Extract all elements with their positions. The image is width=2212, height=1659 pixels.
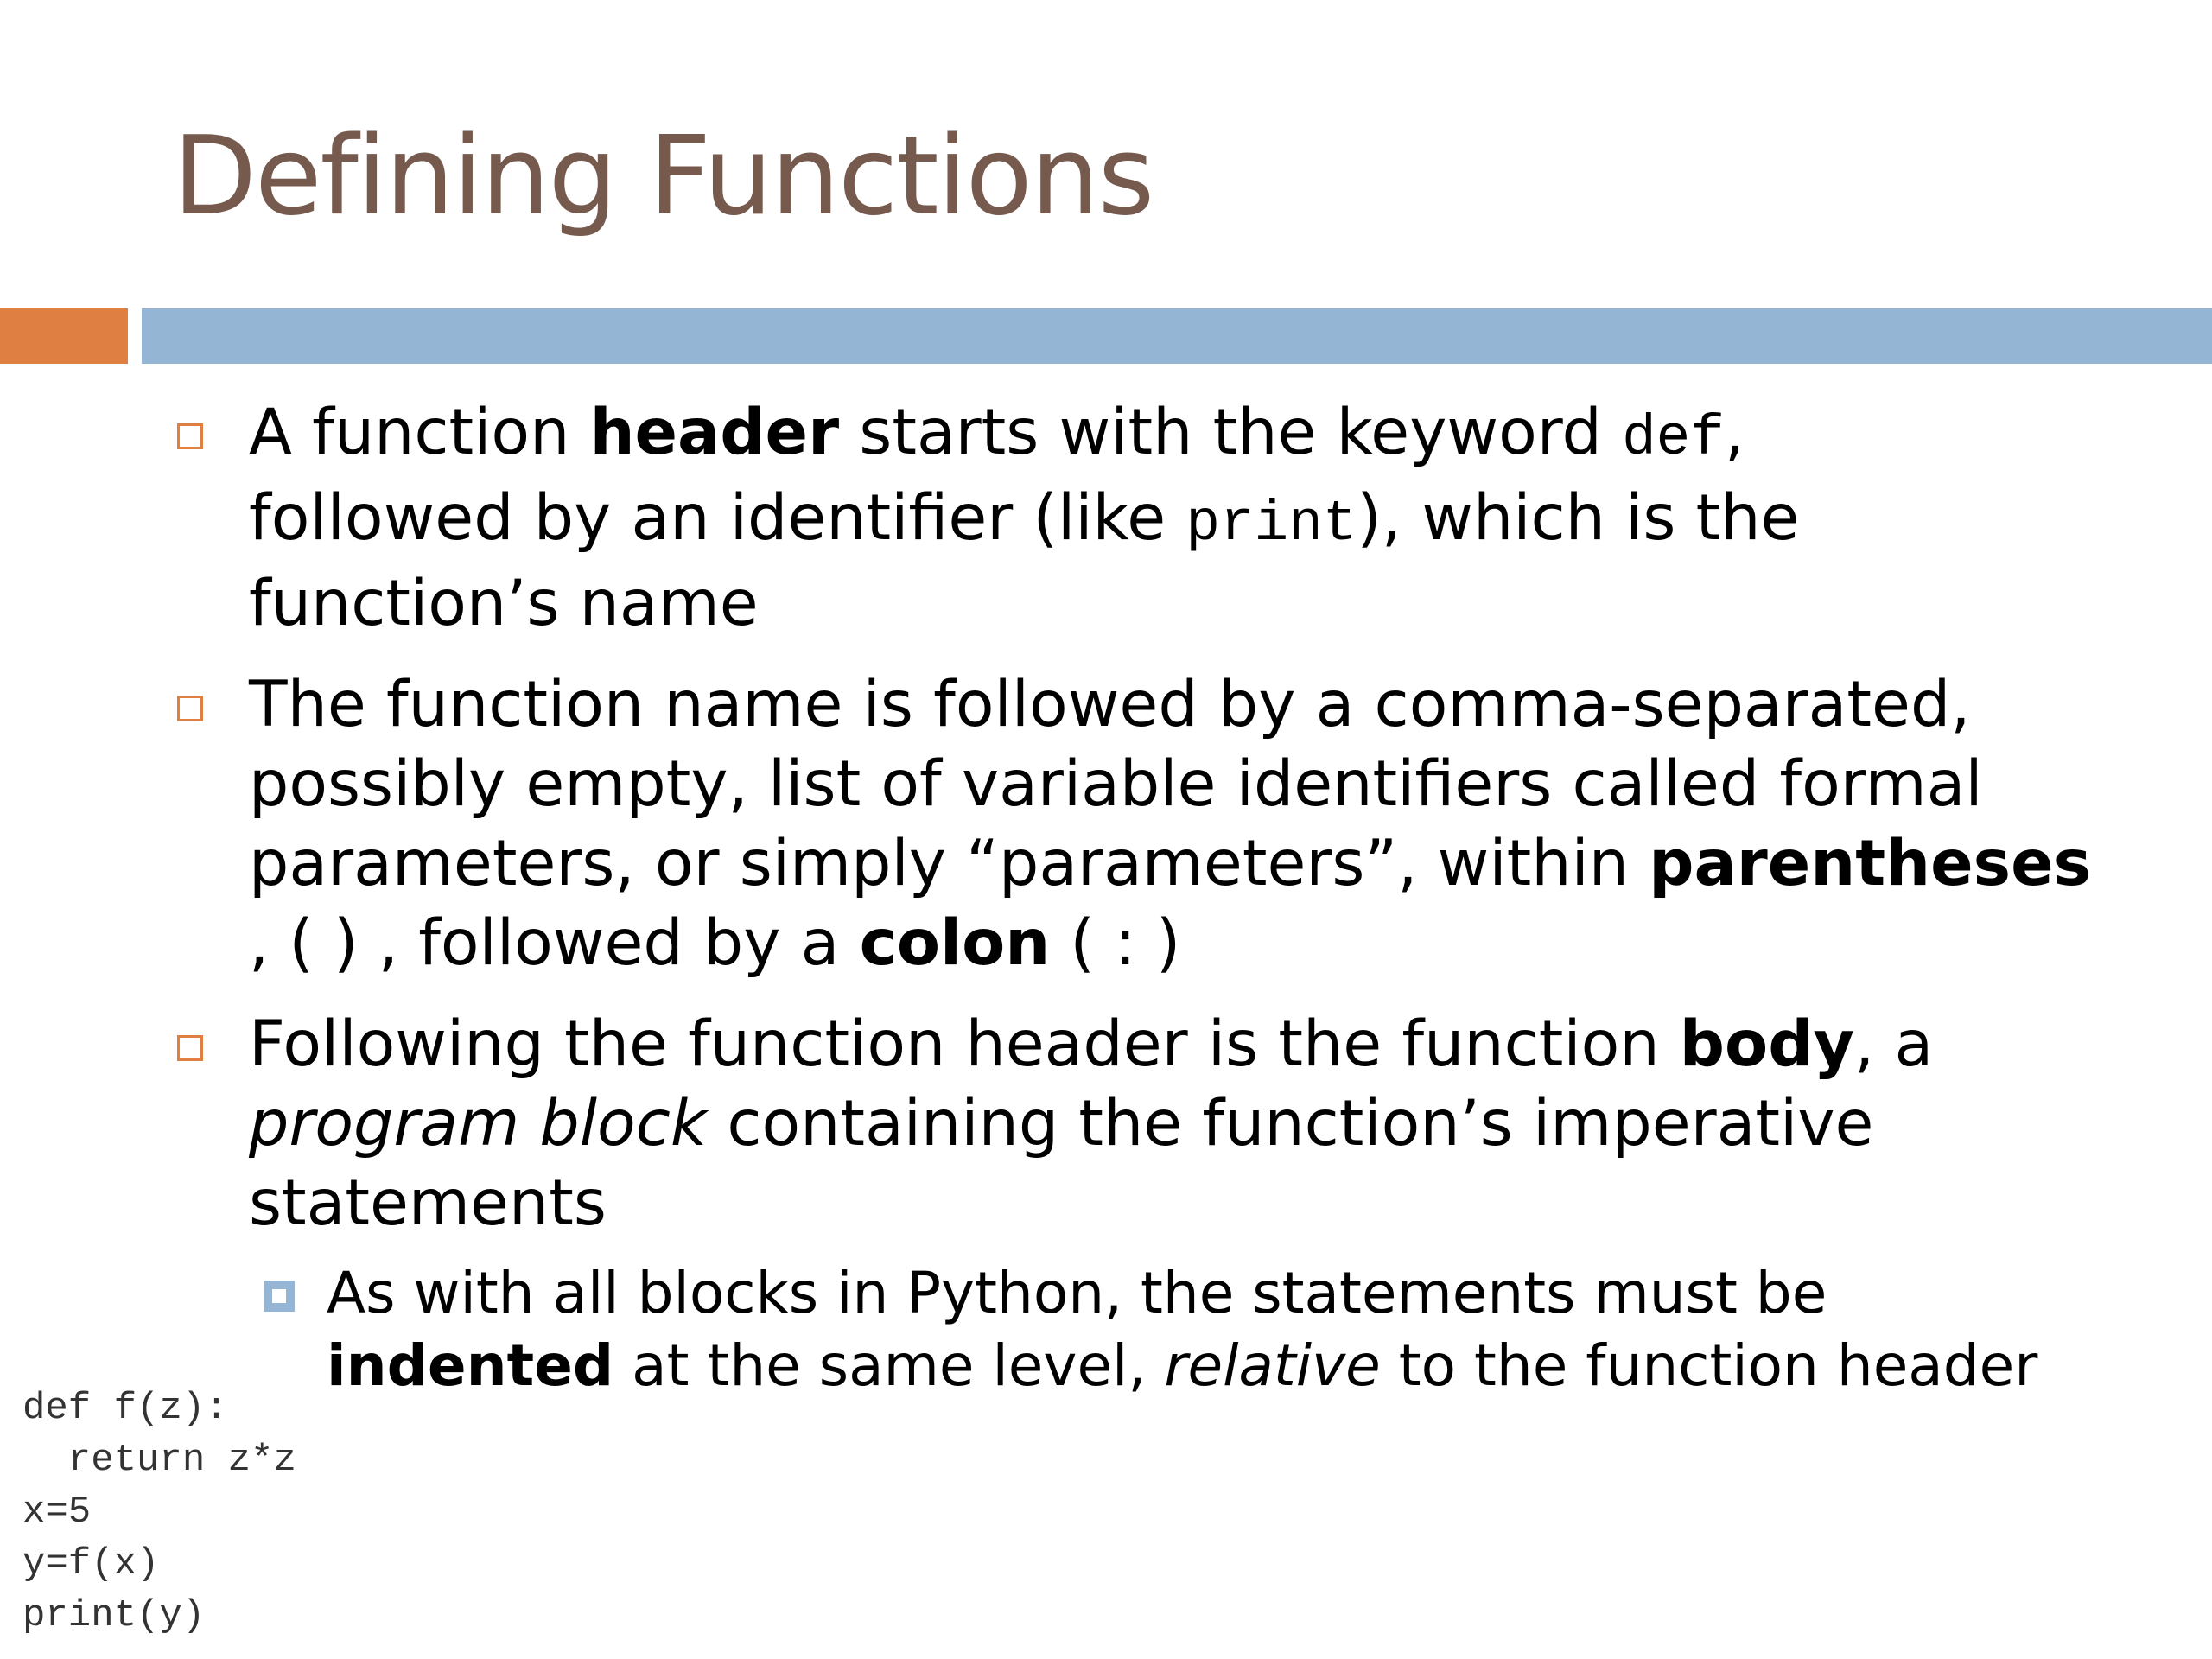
code-line: y=f(x) bbox=[22, 1542, 160, 1586]
accent-bar-left bbox=[0, 308, 128, 364]
square-filled-icon bbox=[264, 1281, 295, 1312]
square-outline-icon bbox=[177, 696, 203, 721]
bullet-list bbox=[173, 393, 2108, 1424]
code-line: return z*z bbox=[22, 1439, 296, 1482]
term-relative: relative bbox=[1164, 1332, 1381, 1399]
keyword-body: body bbox=[1679, 1007, 1855, 1081]
accent-bar-main bbox=[142, 308, 2212, 364]
code-def: def bbox=[1622, 406, 1725, 471]
keyword-parentheses: parentheses bbox=[1649, 827, 2092, 900]
keyword-colon: colon bbox=[859, 906, 1051, 980]
code-line: x=5 bbox=[22, 1491, 92, 1534]
code-print: print bbox=[1185, 492, 1357, 556]
bullet-item-header: A function header starts with the keyword def, followed by an identifier (like print), which is the function’s name bbox=[173, 393, 2108, 644]
term-program-block: program block bbox=[249, 1087, 708, 1160]
sub-bullet-item-indentation: As with all blocks in Python, the statements must be indented at the same level, relative to the function header bbox=[173, 1257, 2108, 1402]
bullet-item-body: Following the function header is the function body, a program block containing the function’s imperative statements As with all blocks in Python, the statements must be indented at the same level, relative to the function header bbox=[173, 1005, 2108, 1402]
square-outline-icon bbox=[177, 1035, 203, 1061]
code-example bbox=[22, 1382, 296, 1642]
slide-title: Defining Functions bbox=[173, 112, 1154, 239]
code-line: def f(z): bbox=[22, 1387, 228, 1430]
keyword-header: header bbox=[589, 396, 840, 469]
square-outline-icon bbox=[177, 423, 203, 449]
keyword-indented: indented bbox=[327, 1332, 614, 1399]
sub-bullet-list bbox=[173, 1257, 2108, 1402]
bullet-item-parameters: The function name is followed by a comma-separated, possibly empty, list of variable identifiers called formal parameters, or simply “parameters”, within parentheses , ( ) , followed by a colon ( : ) bbox=[173, 665, 2108, 983]
code-line: print(y) bbox=[22, 1594, 206, 1637]
